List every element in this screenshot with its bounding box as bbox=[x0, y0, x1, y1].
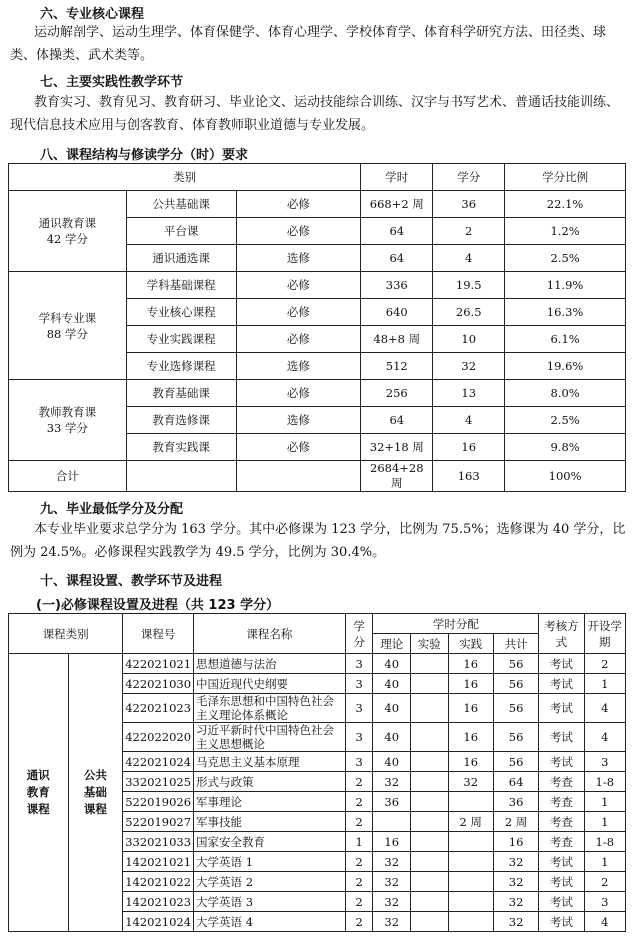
col-credit: 学分 bbox=[345, 614, 373, 654]
table-cell bbox=[126, 461, 236, 492]
table-cell: 32 bbox=[373, 892, 411, 912]
table-cell: 32 bbox=[373, 912, 411, 932]
table-cell bbox=[411, 792, 448, 812]
table-cell: 8.0% bbox=[505, 380, 626, 407]
table-cell: 3 bbox=[584, 752, 625, 772]
table-cell bbox=[411, 872, 448, 892]
section-9-title: 九、毕业最低学分及分配 bbox=[40, 502, 184, 517]
table-cell: 40 bbox=[373, 654, 411, 674]
table-cell: 考查 bbox=[539, 772, 584, 792]
section-7-title: 七、主要实践性教学环节 bbox=[40, 75, 184, 90]
table-cell: 16 bbox=[448, 674, 493, 694]
table-cell: 336 bbox=[361, 272, 433, 299]
table-cell: 1 bbox=[345, 832, 373, 852]
col-theory: 理论 bbox=[373, 634, 411, 654]
table-cell: 142021022 bbox=[123, 872, 194, 892]
table-cell: 32 bbox=[493, 872, 538, 892]
table-cell: 必修 bbox=[236, 380, 361, 407]
table-cell: 422021023 bbox=[123, 694, 194, 723]
col-term: 开设学期 bbox=[584, 614, 625, 654]
table-cell: 2 bbox=[584, 872, 625, 892]
course-name: 思想道德与法治 bbox=[194, 654, 346, 674]
group-cell bbox=[9, 272, 127, 380]
table-cell: 3 bbox=[345, 752, 373, 772]
table-cell: 11.9% bbox=[505, 272, 626, 299]
table-cell: 32 bbox=[493, 912, 538, 932]
table-cell: 3 bbox=[345, 694, 373, 723]
table-cell: 1-8 bbox=[584, 772, 625, 792]
table-cell: 考试 bbox=[539, 912, 584, 932]
table-cell: 9.8% bbox=[505, 434, 626, 461]
table-cell: 522019027 bbox=[123, 812, 194, 832]
table-cell: 必修 bbox=[236, 218, 361, 245]
table-cell bbox=[411, 674, 448, 694]
table-cell: 必修 bbox=[236, 191, 361, 218]
table-cell: 142021021 bbox=[123, 852, 194, 872]
table-cell: 56 bbox=[493, 723, 538, 752]
table-cell bbox=[411, 852, 448, 872]
table-cell: 考查 bbox=[539, 832, 584, 852]
group-name: 学科专业课 bbox=[38, 310, 97, 325]
table-cell: 22.1% bbox=[505, 191, 626, 218]
header-col: 学时 bbox=[361, 164, 433, 191]
table-cell bbox=[373, 812, 411, 832]
col-dist: 学时分配 bbox=[373, 614, 539, 634]
table-cell: 1 bbox=[584, 852, 625, 872]
table-cell: 332021025 bbox=[123, 772, 194, 792]
table-cell: 422022020 bbox=[123, 723, 194, 752]
table-cell: 2 周 bbox=[448, 812, 493, 832]
table-cell: 2.5% bbox=[505, 407, 626, 434]
table-cell: 64 bbox=[361, 218, 433, 245]
table-row bbox=[9, 654, 626, 674]
table-cell: 64 bbox=[361, 245, 433, 272]
course-name: 形式与政策 bbox=[194, 772, 346, 792]
table-cell: 32+18 周 bbox=[361, 434, 433, 461]
col-assess: 考核方式 bbox=[539, 614, 584, 654]
table-cell: 32 bbox=[373, 852, 411, 872]
table-cell bbox=[411, 812, 448, 832]
table-cell: 2 bbox=[345, 912, 373, 932]
col-code: 课程号 bbox=[123, 614, 194, 654]
table-cell: 考试 bbox=[539, 674, 584, 694]
table-cell: 3 bbox=[584, 892, 625, 912]
table-cell: 16 bbox=[373, 832, 411, 852]
table-cell bbox=[411, 832, 448, 852]
table-cell: 1-8 bbox=[584, 832, 625, 852]
credit-structure-table bbox=[8, 163, 626, 492]
table-cell: 2 bbox=[345, 852, 373, 872]
course-name: 大学英语 3 bbox=[194, 892, 346, 912]
table-cell: 2 bbox=[345, 872, 373, 892]
table-cell: 平台课 bbox=[126, 218, 236, 245]
table-cell: 668+2 周 bbox=[361, 191, 433, 218]
table-cell: 教育基础课 bbox=[126, 380, 236, 407]
table-cell: 19.5 bbox=[433, 272, 505, 299]
table-cell: 3 bbox=[345, 674, 373, 694]
table-cell: 32 bbox=[433, 353, 505, 380]
group-credits: 88 学分 bbox=[46, 326, 89, 341]
table-cell: 422021024 bbox=[123, 752, 194, 772]
table-cell: 学科基础课程 bbox=[126, 272, 236, 299]
table-cell: 64 bbox=[493, 772, 538, 792]
total-row bbox=[9, 461, 626, 492]
table-cell: 4 bbox=[433, 245, 505, 272]
course-name: 军事理论 bbox=[194, 792, 346, 812]
course-name: 习近平新时代中国特色社会主义思想概论 bbox=[194, 723, 346, 752]
table-cell bbox=[236, 461, 361, 492]
table-cell: 专业核心课程 bbox=[126, 299, 236, 326]
table-cell: 512 bbox=[361, 353, 433, 380]
table-cell: 选修 bbox=[236, 407, 361, 434]
table-cell: 1 bbox=[584, 792, 625, 812]
table-cell: 1 bbox=[584, 812, 625, 832]
table-cell: 64 bbox=[361, 407, 433, 434]
table-cell: 32 bbox=[493, 852, 538, 872]
table-cell: 26.5 bbox=[433, 299, 505, 326]
table-cell: 3 bbox=[345, 723, 373, 752]
table-cell bbox=[448, 912, 493, 932]
group-name: 教师教育课 bbox=[38, 405, 97, 419]
table-cell: 专业实践课程 bbox=[126, 326, 236, 353]
section-6-title: 六、专业核心课程 bbox=[40, 7, 145, 22]
table-cell bbox=[411, 752, 448, 772]
table-cell: 36 bbox=[493, 792, 538, 812]
col-practice: 实践 bbox=[448, 634, 493, 654]
table-cell: 必修 bbox=[236, 299, 361, 326]
table-cell: 通识通选课 bbox=[126, 245, 236, 272]
table-cell: 32 bbox=[373, 872, 411, 892]
table-cell: 公共基础课 bbox=[126, 191, 236, 218]
table-cell: 4 bbox=[584, 694, 625, 723]
table-cell: 2 bbox=[584, 654, 625, 674]
table-cell bbox=[448, 892, 493, 912]
table-cell: 4 bbox=[584, 723, 625, 752]
table-cell: 422021021 bbox=[123, 654, 194, 674]
table-cell: 必修 bbox=[236, 434, 361, 461]
table-cell: 142021024 bbox=[123, 912, 194, 932]
table-cell: 40 bbox=[373, 752, 411, 772]
section-7-text: 教育实习、教育见习、教育研习、毕业论文、运动技能综合训练、汉字与书写艺术、普通话技能训练、现代信息技术应用与创客教育、体育教师职业道德与专业发展。 bbox=[10, 95, 620, 133]
course-name: 大学英语 4 bbox=[194, 912, 346, 932]
table-cell bbox=[411, 694, 448, 723]
section-10-subtitle: (一)必修课程设置及进程（共 123 学分） bbox=[36, 598, 280, 613]
table-cell: 40 bbox=[373, 674, 411, 694]
table-cell: 48+8 周 bbox=[361, 326, 433, 353]
category-2: 公共基础课程 bbox=[68, 654, 123, 932]
table-cell: 考试 bbox=[539, 892, 584, 912]
table-cell: 16 bbox=[493, 832, 538, 852]
table-cell: 2 bbox=[345, 792, 373, 812]
table-cell: 4 bbox=[584, 912, 625, 932]
table-cell bbox=[448, 792, 493, 812]
table-cell: 40 bbox=[373, 723, 411, 752]
col-exp: 实验 bbox=[411, 634, 448, 654]
col-total: 共计 bbox=[493, 634, 538, 654]
table-row bbox=[9, 380, 626, 407]
course-name: 马克思主义基本原理 bbox=[194, 752, 346, 772]
table-cell: 16 bbox=[433, 434, 505, 461]
table-cell: 考查 bbox=[539, 812, 584, 832]
table-cell bbox=[411, 892, 448, 912]
table-cell: 2 bbox=[345, 892, 373, 912]
table-row bbox=[9, 191, 626, 218]
table-cell: 考试 bbox=[539, 852, 584, 872]
table-cell bbox=[411, 772, 448, 792]
table-row bbox=[9, 272, 626, 299]
table-cell: 13 bbox=[433, 380, 505, 407]
table-cell: 32 bbox=[448, 772, 493, 792]
table-cell: 考试 bbox=[539, 723, 584, 752]
required-courses-table bbox=[8, 613, 626, 932]
table-cell: 2.5% bbox=[505, 245, 626, 272]
table-cell: 2 周 bbox=[493, 812, 538, 832]
col-category: 课程类别 bbox=[9, 614, 123, 654]
table-cell: 56 bbox=[493, 674, 538, 694]
table-cell: 32 bbox=[373, 772, 411, 792]
table-cell: 2 bbox=[345, 772, 373, 792]
section-10-title: 十、课程设置、教学环节及进程 bbox=[40, 574, 223, 589]
table-cell: 16 bbox=[448, 694, 493, 723]
table-cell: 256 bbox=[361, 380, 433, 407]
group-cell bbox=[9, 380, 127, 461]
table-cell: 16.3% bbox=[505, 299, 626, 326]
table-cell: 考试 bbox=[539, 654, 584, 674]
table-cell: 40 bbox=[373, 694, 411, 723]
table-cell: 36 bbox=[373, 792, 411, 812]
table-cell: 选修 bbox=[236, 353, 361, 380]
table-cell: 56 bbox=[493, 694, 538, 723]
table-cell bbox=[411, 912, 448, 932]
table-cell: 考试 bbox=[539, 752, 584, 772]
section-8-title: 八、课程结构与修读学分（时）要求 bbox=[40, 148, 249, 163]
total-ratio: 100% bbox=[505, 461, 626, 492]
course-name: 大学英语 1 bbox=[194, 852, 346, 872]
table-cell: 3 bbox=[345, 654, 373, 674]
table-cell: 10 bbox=[433, 326, 505, 353]
table-cell bbox=[411, 654, 448, 674]
group-credits: 42 学分 bbox=[46, 232, 89, 246]
table-cell: 522019026 bbox=[123, 792, 194, 812]
table-cell: 6.1% bbox=[505, 326, 626, 353]
table-cell: 考试 bbox=[539, 694, 584, 723]
total-hours: 2684+28 周 bbox=[361, 461, 433, 492]
total-label: 合计 bbox=[9, 461, 127, 492]
table-cell: 1.2% bbox=[505, 218, 626, 245]
group-credits: 33 学分 bbox=[46, 421, 89, 435]
table-cell bbox=[411, 723, 448, 752]
table-cell: 56 bbox=[493, 654, 538, 674]
group-name: 通识教育课 bbox=[38, 216, 97, 230]
header-category: 类别 bbox=[9, 164, 361, 191]
section-6-text: 运动解剖学、运动生理学、体育保健学、体育心理学、学校体育学、体育科学研究方法、田径类、球类、体操类、武术类等。 bbox=[10, 25, 607, 63]
table-cell: 19.6% bbox=[505, 353, 626, 380]
category-1: 通识教育课程 bbox=[9, 654, 69, 932]
table-cell: 142021023 bbox=[123, 892, 194, 912]
table-cell: 必修 bbox=[236, 272, 361, 299]
table-cell bbox=[448, 852, 493, 872]
group-cell bbox=[9, 191, 127, 272]
course-name: 大学英语 2 bbox=[194, 872, 346, 892]
header-col: 学分 bbox=[433, 164, 505, 191]
table-cell: 36 bbox=[433, 191, 505, 218]
col-name: 课程名称 bbox=[194, 614, 346, 654]
course-name: 毛泽东思想和中国特色社会主义理论体系概论 bbox=[194, 694, 346, 723]
section-9-text: 本专业毕业要求总学分为 163 学分。其中必修课为 123 学分，比例为 75.5%；选修课为 40 学分，比例为 24.5%。必修课程实践教学为 49.5 学分，比例为 30.4%。 bbox=[10, 522, 626, 560]
table-cell: 32 bbox=[493, 892, 538, 912]
table-cell: 16 bbox=[448, 752, 493, 772]
table-cell: 考查 bbox=[539, 792, 584, 812]
table-cell: 332021033 bbox=[123, 832, 194, 852]
table-cell: 考试 bbox=[539, 872, 584, 892]
table-cell bbox=[448, 832, 493, 852]
course-name: 军事技能 bbox=[194, 812, 346, 832]
table-cell: 选修 bbox=[236, 245, 361, 272]
table-cell: 教育实践课 bbox=[126, 434, 236, 461]
table-cell: 56 bbox=[493, 752, 538, 772]
table-header-row bbox=[9, 164, 626, 191]
table-cell: 1 bbox=[584, 674, 625, 694]
total-credits: 163 bbox=[433, 461, 505, 492]
table-cell: 2 bbox=[345, 812, 373, 832]
table-cell: 2 bbox=[433, 218, 505, 245]
table-cell: 16 bbox=[448, 723, 493, 752]
table-cell: 必修 bbox=[236, 326, 361, 353]
table-cell: 专业选修课程 bbox=[126, 353, 236, 380]
table-cell: 教育选修课 bbox=[126, 407, 236, 434]
table-cell: 16 bbox=[448, 654, 493, 674]
table-cell: 422021030 bbox=[123, 674, 194, 694]
table-cell bbox=[448, 872, 493, 892]
header-col: 学分比例 bbox=[505, 164, 626, 191]
table-cell: 4 bbox=[433, 407, 505, 434]
table-cell: 640 bbox=[361, 299, 433, 326]
course-name: 中国近现代史纲要 bbox=[194, 674, 346, 694]
course-name: 国家安全教育 bbox=[194, 832, 346, 852]
